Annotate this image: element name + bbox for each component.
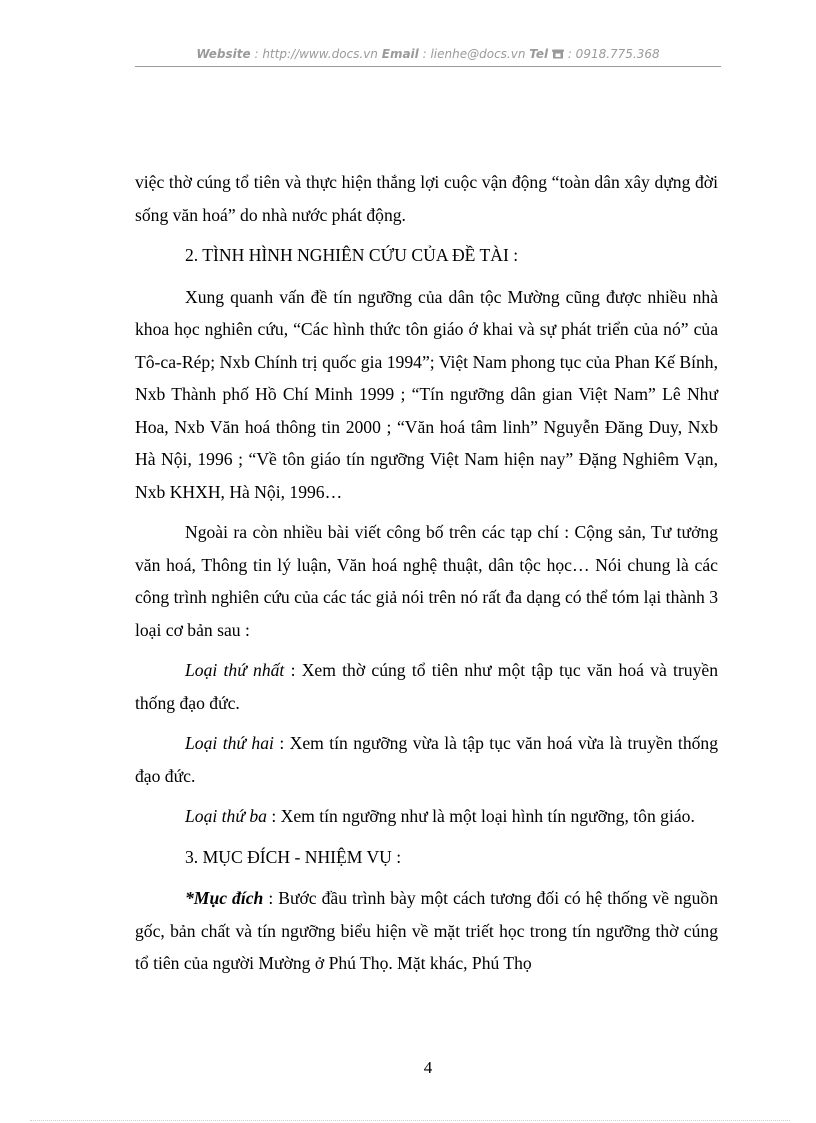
paragraph-type-3 <box>135 800 718 833</box>
section-heading-2: 2. TÌNH HÌNH NGHIÊN CỨU CỦA ĐỀ TÀI : <box>185 245 519 265</box>
page-bottom-border <box>30 1120 790 1121</box>
paragraph-purpose <box>135 882 718 980</box>
type-2-text: : Xem tín ngưỡng vừa là tập tục văn hoá vừa là truyền thống đạo đức. <box>135 733 719 786</box>
paragraph-journals: Ngoài ra còn nhiều bài viết công bố trên các tạp chí : Cộng sản, Tư tưởng văn hoá, Thông tin lý luận, Văn hoá nghệ thuật, dân tộc học… Nói chung là các công trình nghiên cứu của các tác giả nói trên nó rất đa dạng có thể tóm lại thành 3 loại cơ bản sau : <box>135 522 718 640</box>
document-body <box>135 166 718 988</box>
paragraph-type-2 <box>135 727 718 792</box>
paragraph-type-1 <box>135 654 718 719</box>
type-2-label: Loại thứ hai <box>185 733 274 753</box>
section-heading-3: 3. MỤC ĐÍCH - NHIỆM VỤ : <box>185 846 402 867</box>
page-header <box>135 47 721 61</box>
phone-icon <box>552 47 568 61</box>
paragraph-research-overview: Xung quanh vấn đề tín ngưỡng của dân tộc Mường cũng được nhiều nhà khoa học nghiên cứu, “Các hình thức tôn giáo ớ khai và sự phát triển của nó” của Tô-ca-Rép; Nxb Chính trị quốc gia 1994”; Việt Nam phong tục của Phan Kế Bính, Nxb Thành phố Hồ Chí Minh 1999 ; “Tín ngưỡng dân gian Việt Nam” Lê Như Hoa, Nxb Văn hoá thông tin 2000 ; “Văn hoá tâm linh” Nguyễn Đăng Duy, Nxb Hà Nội, 1996 ; “Về tôn giáo tín ngưỡng Việt Nam hiện nay” Đặng Nghiêm Vạn, Nxb KHXH, Hà Nội, 1996… <box>135 286 718 502</box>
website-label: Website <box>196 47 251 61</box>
email-address: : lienhe@docs.vn <box>422 47 526 61</box>
purpose-label: *Mục đích <box>185 888 264 908</box>
email-label: Email <box>381 47 419 61</box>
website-url: : http://www.docs.vn <box>254 47 378 61</box>
paragraph-continued: việc thờ cúng tổ tiên và thực hiện thắng lợi cuộc vận động “toàn dân xây dựng đời sống văn hoá” do nhà nước phát động. <box>135 172 718 225</box>
phone-number: : 0918.775.368 <box>567 47 660 61</box>
type-3-label: Loại thứ ba <box>185 806 267 826</box>
type-1-label: Loại thứ nhất <box>185 660 285 680</box>
header-divider <box>135 66 721 67</box>
page-number: 4 <box>423 1058 433 1077</box>
type-1-text: : Xem thờ cúng tổ tiên như một tập tục văn hoá và truyền thống đạo đức. <box>135 660 718 713</box>
type-3-text: : Xem tín ngưỡng như là một loại hình tín ngưỡng, tôn giáo. <box>266 806 695 826</box>
tel-label: Tel <box>529 47 549 61</box>
purpose-text: : Bước đầu trình bày một cách tương đối có hệ thống về nguồn gốc, bản chất và tín ngưỡng biểu hiện về mặt triết học trong tín ngưỡng thờ cúng tổ tiên của người Mường ở Phú Thọ. Mặt khác, Phú Thọ <box>135 888 718 973</box>
